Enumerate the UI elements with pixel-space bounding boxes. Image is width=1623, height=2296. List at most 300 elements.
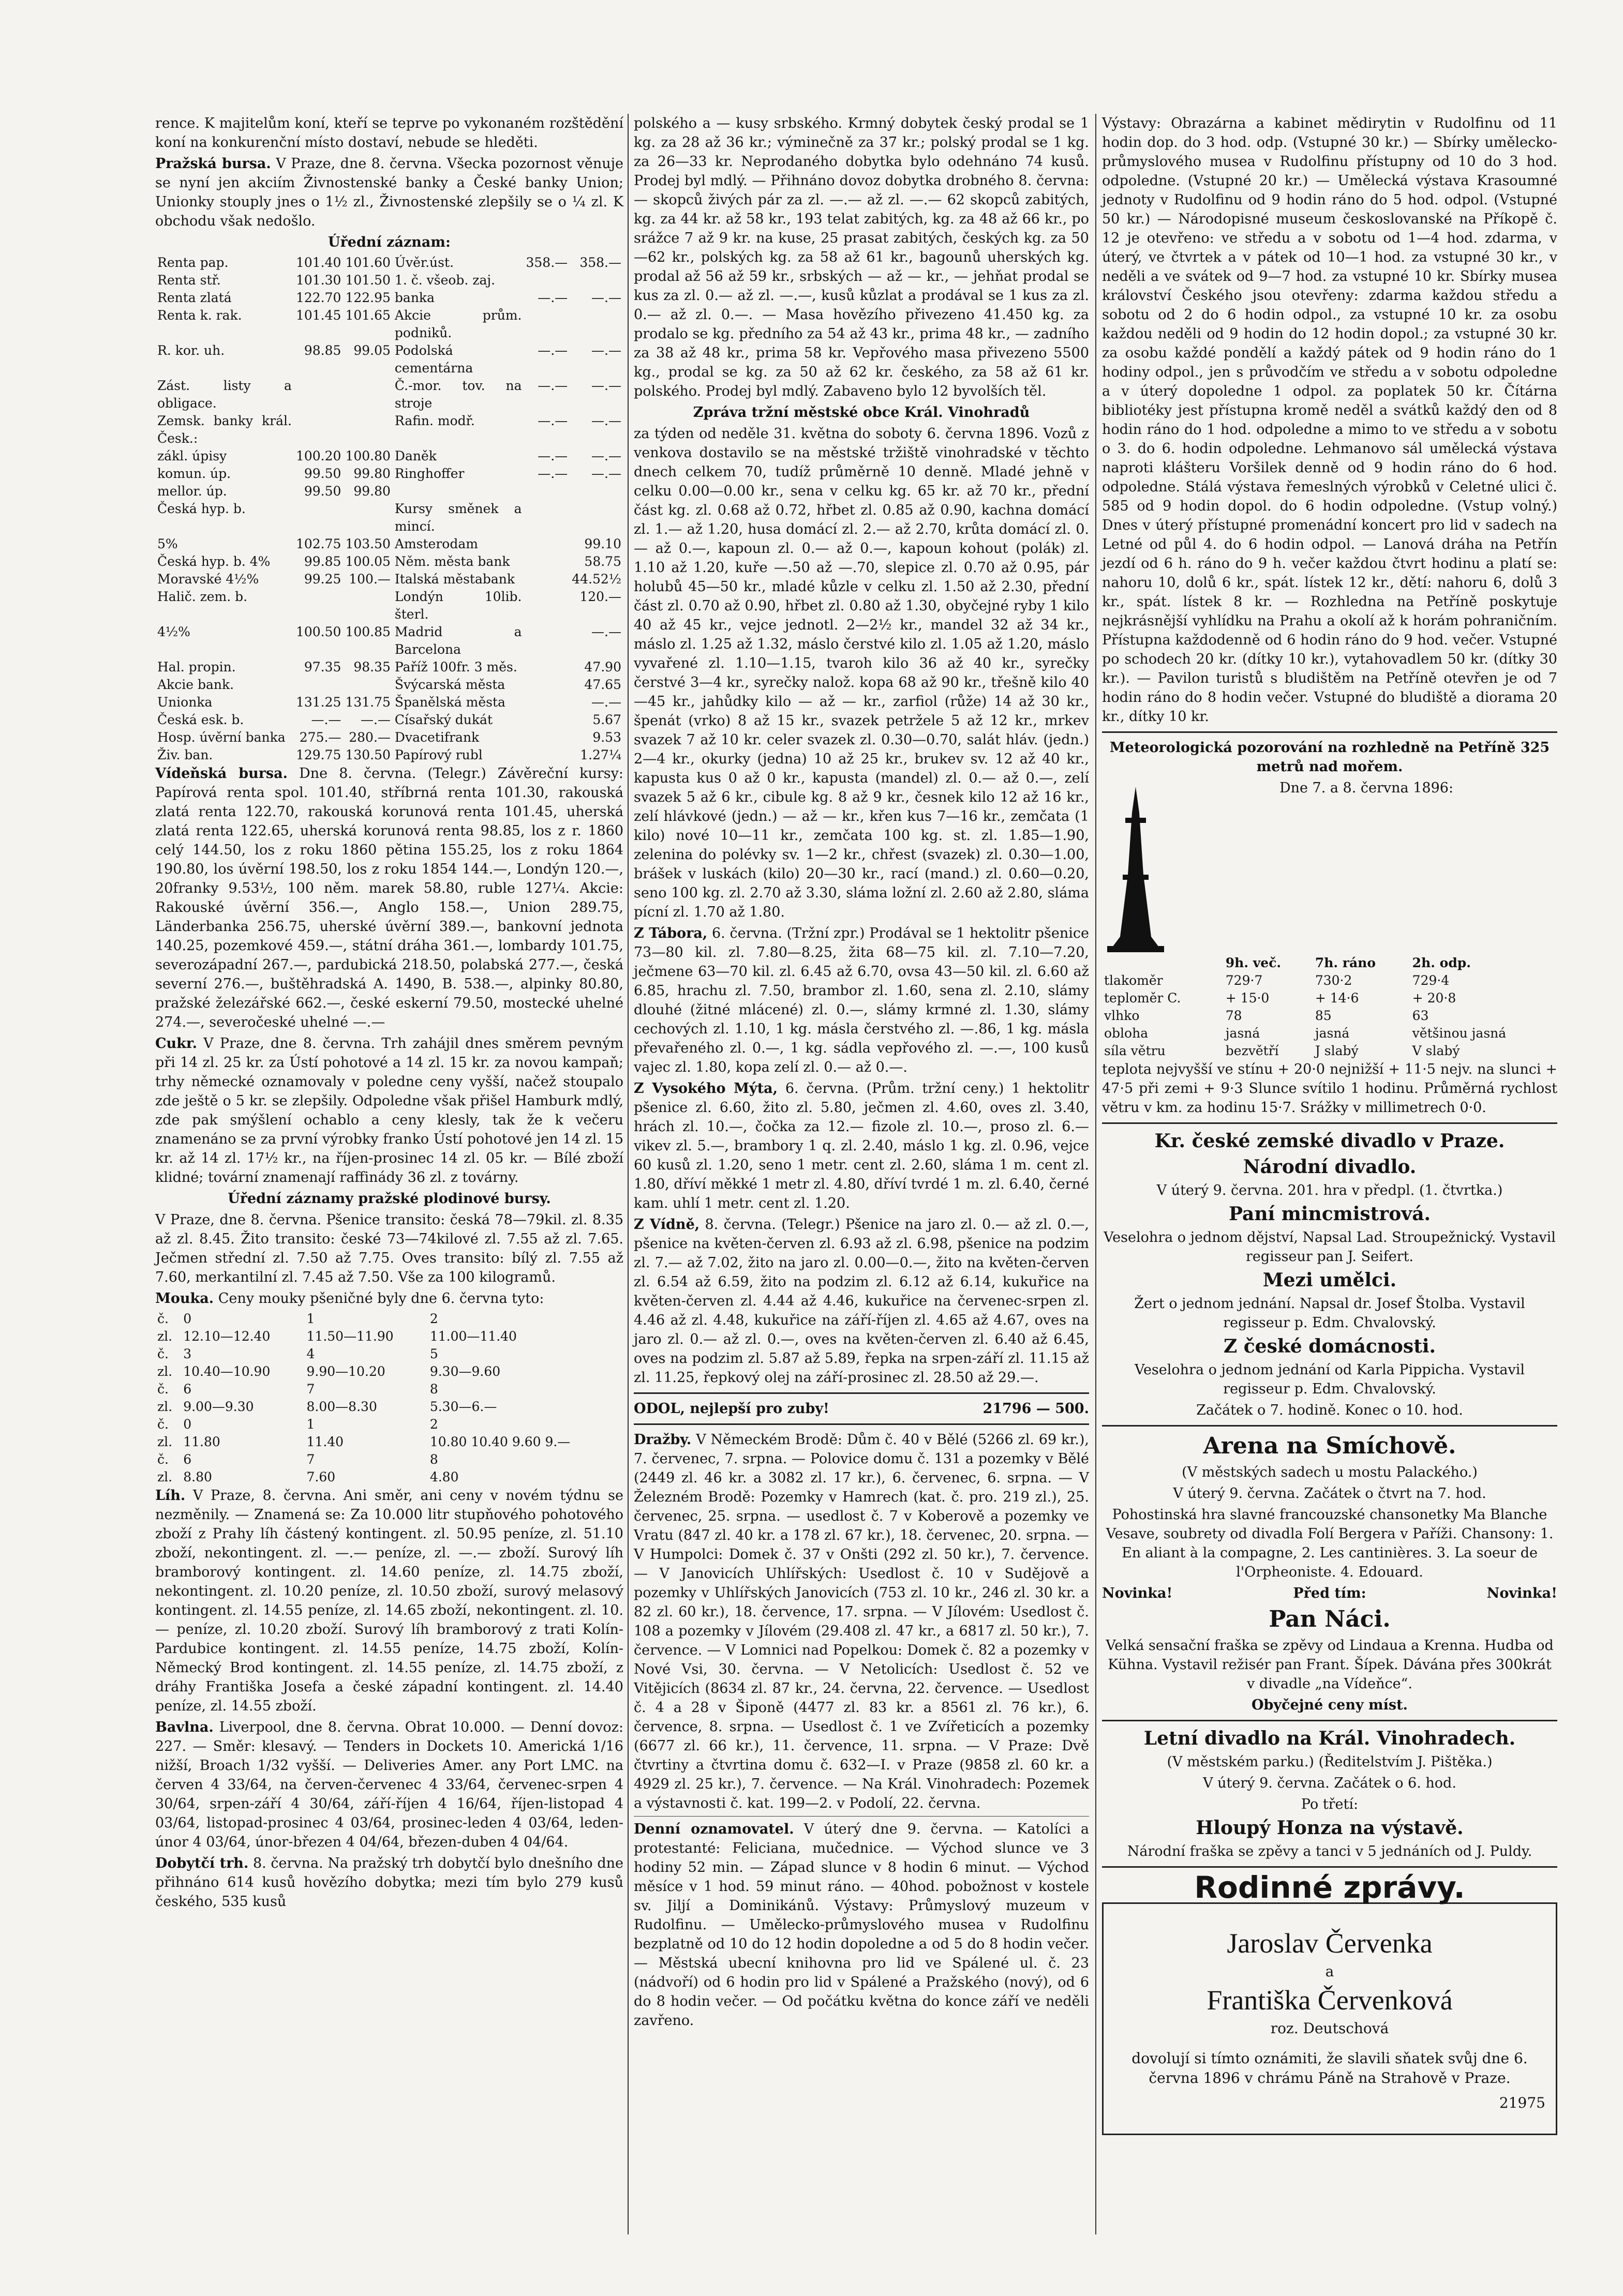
table-cell: 47.90 — [584, 659, 621, 674]
table-cell: č. — [157, 1311, 169, 1326]
table-cell: 63 — [1412, 1008, 1429, 1023]
summer-date: V úterý 9. června. Začátek o 6. hod. — [1203, 1775, 1456, 1791]
table-cell: Italská městabank — [394, 572, 515, 587]
intro-text: rence. K majitelům koní, kteří se teprve po vykonaném rozštědění koní na konkurenční místo dostaví, nebude se hleděti. — [155, 115, 623, 151]
table-cell: 99.50 — [304, 484, 341, 499]
official-row — [155, 272, 623, 289]
table-cell: Podolská cementárna — [394, 343, 473, 376]
table-cell: 97.35 — [304, 659, 341, 674]
wedding-notice — [1102, 1902, 1557, 2135]
arena-before-row — [1102, 1584, 1557, 1603]
table-cell: Hosp. úvěrní banka — [157, 730, 286, 745]
official-row — [155, 289, 623, 307]
divider — [1102, 731, 1557, 733]
table-cell: Dvacetifrank — [394, 730, 480, 745]
grain-text: V Praze, dne 8. června. Pšenice transito: česká 78—79kil. zl. 8.35 až zl. 8.45. Žito transito: české 73—74kilové zl. 7.55 až zl. 7.65. Ječmen střední zl. 7.50 až 7.75. Oves transito: bílý zl. 7.55 až 7.60, merkantilní zl. 7.45 až 7.50. Vše za 100 kilogramů. — [155, 1212, 623, 1285]
flour-text: Ceny mouky pšeničné byly dne 6. června tyto: — [218, 1290, 544, 1307]
meteo-row — [1102, 1042, 1557, 1060]
table-cell: 58.75 — [584, 554, 621, 569]
column-rule — [1095, 114, 1096, 2234]
table-cell: 78 — [1225, 1008, 1242, 1023]
table-cell: Kursy směnek a mincí. — [394, 501, 522, 534]
table-cell: —.— — [591, 290, 621, 305]
notice-text: dovolují si tímto oznámiti, že slavili sňatek svůj dne 6. června 1896 v chrámu Páně na Strahově v Praze. — [1131, 2050, 1528, 2087]
table-cell: 122.95 — [345, 290, 391, 305]
arena-before: Před tím: — [1293, 1585, 1366, 1601]
table-cell — [343, 377, 392, 412]
meteo-title: Meteorologická pozorování na rozhledně na Petříně 325 metrů nad mořem. — [1109, 740, 1550, 775]
table-cell: Renta pap. — [157, 255, 229, 270]
table-cell: 9.30—9.60 — [429, 1364, 501, 1379]
play1-text: Veselohra o jednom dějství, Napsal Lad. Stroupežnický. Vystavil regisseur pan J. Seifert. — [1104, 1229, 1556, 1265]
table-cell: teploměr C. — [1104, 991, 1181, 1006]
table-cell: mellor. úp. — [157, 484, 227, 499]
official-row — [155, 500, 623, 535]
divider — [634, 1392, 1089, 1394]
table-cell: bezvětří — [1225, 1043, 1279, 1058]
table-cell: vlhko — [1104, 1008, 1140, 1023]
table-cell: Rafin. modř. — [394, 413, 475, 428]
market-text: za týden od neděle 31. května do soboty 6. června 1896. Vozů z venkova dostavilo se na městské tržiště vinohradské v těchto dnech celkem 70, tudíž průměrně 10 denně. Mladé jehně v celku 0.00—0.00 kr., sena v celku kg. 65 kr. až 70 kr., přední část kg. zl. 0.68 až 0.72, hřbet zl. 0.85 až 0.90, kachna domácí zl. 1.— až 1.20, husa domácí zl. 2.— až 2.70, krůta domácí zl. 0.— až 0.—, kapoun zl. 0.— až 0.—, kapoun kohout (polák) zl. 1.10 až 1.20, kuře —.50 až —.70, slepice zl. 0.70 až 0.95, pár holubů 45—50 kr., mladé kůzle v celku zl. 1.50 až 2.30, přední část zl. 0.70 až 0.90, hřbet zl. 0.80 až 1.30, obyčejné ryby 1 kilo 40 až 45 kr., vejce jednotl. 2—2½ kr., mandel 32 až 34 kr., máslo zl. 1.25 až 1.32, máslo čerstvé kilo zl. 1.05 až 1.20, máslo vyvařené zl. 1.10—1.15, tvaroh kilo 36 až 40 kr., syrečky čerstvé 3—4 kr., syrečky nalož. kopa 68 až 90 kr., třešně kilo 40—45 kr., jahůdky kilo — až — kr., zarfiol (růže) 14 až 30 kr., špenát (vrko) 8 až 15 kr., svazek petržele 5 až 12 kr., mrkev svazek 7 až 10 kr. celer svazek zl. 0.30—0.70, salát hláv. (jedn.) 2—4 kr., okurky (jedna) 10 až 25 kr., brukev sv. 12 až 40 kr., kapusta kus 0 až 0 kr., kapusta (mandel) zl. 0.— až 0.—, zelí svazek 5 až 6 kr., cibule kg. 8 až 9 kr., česnek kilo 12 až 16 kr., zelí hlávkové (jedn.) — až — kr., křen kus 7—16 kr., zemčata (1 kilo) nové 10—11 kr., zemčata 100 kg. st. zl. 1.85—1.90, zelenina do polévky sv. 1—2 kr., chřest (svazek) zl. 0.30—1.00, brášek v luskách (kilo) 20—30 kr., rací (mand.) zl. 0.60—0.20, seno 100 kg. zl. 2.70 až 3.30, sláma ložní zl. 2.60 až 2.80, sláma pícní zl. 1.70 až 1.80. — [634, 426, 1089, 920]
meteo-header-cell: 7h. ráno — [1315, 955, 1376, 970]
official-row — [155, 535, 623, 553]
table-cell: 4½% — [157, 624, 190, 639]
table-cell — [524, 500, 570, 535]
auctions-text: V Německém Brodě: Dům č. 40 v Bělé (5266 zl. 69 kr.), 7. červenec, 7. srpna. — Polovice domu č. 131 a pozemky v Bělé (2449 zl. 46 kr. a 3082 zl. 17 kr.), 6. červenec, 6. srpna. — V Železném Brodě: Pozemky v Hamrech (kat. č. pro. 219 zl.), 25. červenec, 25. srpna. — usedlost č. 7 v Koberově a pozemky ve Vratu (847 zl. 40 kr. a 178 zl. 67 kr.), 18. červenec, 20. srpna. — V Humpolci: Domek č. 37 v Onšti (292 zl. 50 kr.), 7. července. — V Janovicích Uhlířských: Usedlost č. 10 v Sudějově a pozemky v Uhlířských Janovicích (753 zl. 10 kr., 246 zl. 30 kr. a 82 zl. 60 kr.), 18. července, 17. srpna. — V Jílovém: Usedlost č. 108 a pozemky v Jílovém (29.408 zl. 47 kr., a 6817 zl. 50 kr.), 7. července. — V Lomnici nad Popelkou: Domek č. 82 a pozemky v Nové Vsi, 30. června. — V Netolicích: Usedlost č. 52 ve Vitějicích (8634 zl. 87 kr., 24. června, 22. července. — Usedlost č. 4 a 28 v Šiponě (4477 zl. 83 kr. a 8561 zl. 76 kr.), 6. července, 8. srpna. — Usedlost č. 1 ve Zvířeticích a pozemky (6677 zl. 66 kr.), 11. července, 11. srpna. — V Praze: Dvě čtvrtiny a čtvrtina domu č. 632—I. v Praze (9858 zl. 60 kr. a 4929 zl. 25 kr.), 7. července. — Na Král. Vinohradech: Pozemek a výstavnosti č. kat. 199—2. v Podolí, 22. června. — [634, 1432, 1089, 1811]
divider — [1102, 1122, 1557, 1124]
divider — [634, 1816, 1089, 1817]
table-cell — [294, 588, 343, 623]
summer-title: Letní divadlo na Král. Vinohradech. — [1143, 1728, 1516, 1749]
table-cell: 7 — [306, 1452, 315, 1467]
table-cell: 12.10—12.40 — [183, 1329, 271, 1344]
table-cell: —.— — [538, 466, 568, 481]
table-cell: komun. úp. — [157, 466, 231, 481]
table-cell: 11.00—11.40 — [429, 1329, 517, 1344]
table-cell: Česká hyp. b. — [157, 501, 246, 516]
family-news-title: Rodinné zprávy. — [1194, 1870, 1465, 1905]
column-2 — [634, 114, 1089, 2032]
official-row — [155, 658, 623, 676]
flour-title: Mouka. — [155, 1290, 214, 1307]
table-cell: 101.65 — [345, 308, 391, 323]
spirit-title: Líh. — [155, 1488, 186, 1504]
table-cell: Halič. zem. b. — [157, 589, 248, 604]
table-cell — [524, 483, 570, 500]
table-cell: 8.80 — [183, 1469, 212, 1484]
sugar-text: V Praze, dne 8. června. Trh zahájil dnes směrem pevným při 14 zl. 25 kr. za Ústí pohotové a 14 zl. 15 kr. za novou kampaň; trhy německé oznamovaly v poledne ceny vyšší, načež stoupalo zde ještě o 5 kr. se zlepšily. Odpoledne však přišel Hamburk mdlý, zde pak smýšlení ochablo a ceny klesly, tak že k večeru znamenáno se za první výrobky franko Ústí pohotové jen 14 zl. 15 kr. až 14 zl. 17½ kr., na říjen-prosinec 14 zl. 05 kr. — Bílé zboží klidné; tovární znamenají raffinády 36 zl. z továrny. — [155, 1036, 623, 1185]
table-cell: 99.85 — [304, 554, 341, 569]
petrin-tower-icon — [1102, 782, 1169, 952]
table-cell: 101.40 — [295, 255, 341, 270]
myto-title: Z Vysokého Mýta, — [634, 1081, 778, 1097]
arena-play-title: Pan Náci. — [1269, 1606, 1391, 1632]
official-row — [155, 588, 623, 623]
meteo-header-cell: 2h. odp. — [1412, 955, 1471, 970]
table-cell: 10.40—10.90 — [183, 1364, 271, 1379]
table-cell: Císařský dukát — [394, 712, 493, 727]
table-cell: —.— — [538, 448, 568, 463]
table-cell: 6 — [183, 1452, 192, 1467]
official-row — [155, 676, 623, 694]
meteo-header-cell — [1102, 954, 1224, 972]
table-cell: Amsterodam — [394, 536, 478, 551]
table-cell: Akcie prům. podniků. — [394, 308, 522, 340]
meteo-extra: teplota nejvyšší ve stínu + 20·0 nejnižší + 11·5 nejv. na slunci + 47·5 při zemi + 9·3 Slunce svítilo 1 hodinu. Průměrná rychlost větru v km. za hodinu 15·7. Srážky v millimetrech 0·0. — [1102, 1061, 1557, 1116]
table-cell: 0 — [183, 1417, 192, 1432]
table-cell: 98.85 — [304, 343, 341, 358]
divider — [634, 1423, 1089, 1425]
table-cell: —.— — [311, 712, 341, 727]
table-cell: 1 — [306, 1311, 315, 1326]
table-cell — [294, 676, 343, 694]
play1-title: Paní mincmistrová. — [1228, 1203, 1431, 1225]
sugar-title: Cukr. — [155, 1036, 197, 1052]
table-cell: většinou jasná — [1412, 1026, 1507, 1041]
official-row — [155, 254, 623, 272]
table-cell — [524, 553, 570, 571]
table-cell: 85 — [1315, 1008, 1332, 1023]
play3-title: Z české domácnosti. — [1223, 1335, 1436, 1357]
table-cell: Zást. listy a obligace. — [157, 378, 292, 411]
vienna-grain-title: Z Vídně, — [634, 1217, 700, 1233]
table-cell: + 20·8 — [1412, 991, 1456, 1006]
table-cell: 729·4 — [1412, 973, 1450, 988]
notice-number: 21975 — [1499, 2094, 1545, 2111]
flour-row — [155, 1433, 623, 1451]
exhibitions-text: Výstavy: Obrazárna a kabinet mědirytin v Rudolfinu od 11 hodin dop. do 3 hod. odp. (Vstupné 30 kr.) — Sbírky umělecko-průmyslového musea v Rudolfinu přístupny od 10 do 3 hod. odpoledne. (Vstupné 20 kr.) — Umělecká výstava Krasoumné jednoty v Rudolfinu od 9 hodin ráno do 5 hod. odpol. (Vstupné 50 kr.) — Národopisné museum českoslovanské na Příkopě č. 12 je otevřeno: ve středu a v sobotu od 1—4 hod. zdarma, v úterý, ve čtvrtek a v pátek od 10—1 hod. za vstupné 30 kr., v neděli a ve svátek od 9—7 hod. za vstupné 10 kr. Sbírky musea království Českého jsou otevřeny: zdarma každou středu a sobotu od 2 do 6 hodin odpol., za vstupné 10 kr. za osobu každou neděli od 9 hodin do 12 hodin dopol.; za vstupné 30 kr. za osobu každé pondělí a každý pátek od 9 hodin ráno do 1 hodiny odpol., jen s průvodčím ve středu a v sobotu odpoledne a v úterý dopoledne 1 odpol. za poplatek 50 kr. Čítárna bibliotéky jest přístupna kromě neděl a svátků každý den od 8 hodin ráno do 1 hod. odpoledne a mimo to ve středu a v sobotu o 3. do 6. hodin odpoledne. Lehmanovo sál umělecká výstava naproti klášteru Voršilek denně od 9 hodin ráno do 6 hod. odpoledne. Stálá výstava řemeslných výrobků v Celetné ulici č. 585 od 9 hodin dopol. do 6 hodin odpoledne. (Vstup volný.) Dnes v úterý přístupné promenádní koncert pro lid v sadech na Letné od půl 4. do 6 hodin odpol. — Lanová dráha na Petřín jezdí od 6 h. ráno do 9 h. večer každou čtvrt hodinu a platí se: nahoru 10, dolů 6 kr., spát. lístek 12 kr., dětí: nahoru 6, dolů 3 kr., spát. lístek 8 kr. — Rozhledna na Petříně poskytuje nejkrásnější vyhlídku na Prahu a okolí až k horám pohraničním. Přístupna každodenně od 6 hodin ráno do 9 hod. večer. Vstupné po schodech 20 kr. (dítky 10 kr.), vytahovadlem 50 kr. (dítky 30 kr.). — Pavilon turistů s bludištěm na Petříně otevřen je od 7 hodin ráno do 8 hodin večer. Vstupné do bludiště a diorama 20 kr., dítky 10 kr. — [1102, 115, 1557, 725]
flour-table — [155, 1310, 623, 1486]
official-row — [155, 571, 623, 588]
table-cell: 1.27¼ — [580, 747, 621, 762]
novinka-right: Novinka! — [1486, 1585, 1557, 1601]
table-cell: 5.30—6.— — [429, 1399, 497, 1414]
odol-number: 21796 — 500. — [982, 1401, 1089, 1417]
official-row — [155, 447, 623, 465]
table-cell: 129.75 — [295, 747, 341, 762]
table-cell: 280.— — [349, 730, 391, 745]
theatre-title: Kr. české zemské divadlo v Praze. — [1154, 1130, 1505, 1152]
grain-title: Úřední záznamy pražské plodinové bursy. — [228, 1191, 551, 1207]
table-cell: 5.67 — [592, 712, 621, 727]
divider — [1102, 1866, 1557, 1868]
table-cell: —.— — [591, 695, 621, 710]
table-cell — [393, 483, 524, 500]
table-cell: Č.-mor. tov. na stroje — [394, 378, 522, 411]
table-cell: zl. — [157, 1364, 173, 1379]
odol-ad — [634, 1399, 1089, 1418]
table-cell: síla větru — [1104, 1043, 1166, 1058]
table-cell: 99.80 — [353, 484, 391, 499]
table-cell: zl. — [157, 1434, 173, 1449]
table-cell — [570, 272, 623, 289]
official-row — [155, 623, 623, 658]
cattle-continued: polského a — kusy srbského. Krmný dobytek český prodal se 1 kg. za 28 až 36 kr.; výminečně za 37 kr.; polský prodal se 1 kg. za 26—33 kr. Neprodaného dobytka bylo odehnáno 74 kusů. Prodej byl mdlý. — Přihnáno dovoz dobytka drobného 8. června: — skopců živých pár za zl. —.— až zl. —.— 62 skopců zabitých, kg. za 44 kr. až 58 kr., 193 telat zabitých, kg. za 48 až 66 kr., po srážce 7 až 9 kr. na kuse, 25 prasat zabitých, českých kg. za 50—62 kr., polských kg. za 58 až 61 kr., bagounů uherských kg. prodal až 56 až 59 kr., srbských — až — kr., — jehňat prodal se kus za zl. 0.— až zl. —.—, kusů kůzlat a prodával se 1 kus za zl. 0.— až zl. 0.—. — Masa hovězího přivezeno 41.450 kg. za prodalo se kg. předního za 54 až 43 kr., prima 48 kr., — zadního za 38 až 48 kr., prima 58 kr. Vepřového masa přivezeno 5500 kg., prodal se kg. za 50 až 62 kr. českého, za 58 až 61 kr. polského. Prodej byl mdlý. Zabaveno bylo 12 byvolších těl. — [634, 115, 1089, 399]
table-cell: —.— — [538, 378, 568, 393]
table-cell — [524, 658, 570, 676]
table-cell: 100.20 — [295, 448, 341, 463]
play2-text: Žert o jednom jednání. Napsal dr. Josef Štolba. Vystavil regisseur p. Edm. Chvalovský. — [1134, 1296, 1525, 1331]
table-cell: 10.80 10.40 9.60 9.— — [429, 1434, 571, 1449]
table-cell — [524, 272, 570, 289]
tabor-text: 6. června. (Tržní zpr.) Prodával se 1 hektolitr pšenice 73—80 kil. zl. 7.80—8.25, žita 68—75 kil. zl. 7.10—7.20, ječmene 63—70 kil. zl. 6.45 až 6.70, ovsa 43—50 kil. zl. 6.60 až 6.85, hrachu zl. 7.50, brambor zl. 1.60, sena zl. 2.10, slámy dlouhé (žitné mlácené) zl. 0.—, slámy krmné zl. 1.30, slámy cechových zl. 1.10, 1 kg. másla čerstvého zl. —.86, 1 kg. másla převařeného zl. 0.—, 1 kg. sádla vepřového zl. —.—, 100 kusů vajec zl. 1.80, kopa zelí zl. 0.— až 0.—. — [634, 925, 1089, 1075]
table-cell: 100.50 — [295, 624, 341, 639]
table-cell: 100.85 — [345, 624, 391, 639]
arena-subtitle: (V městských sadech u mostu Palackého.) — [1182, 1464, 1478, 1480]
official-row — [155, 553, 623, 571]
table-cell: Daněk — [394, 448, 437, 463]
table-cell: Hal. propin. — [157, 659, 236, 674]
table-cell: Španělská města — [394, 695, 505, 710]
table-cell — [524, 746, 570, 764]
table-cell: č. — [157, 1452, 169, 1467]
table-cell — [343, 676, 392, 694]
meteo-date: Dne 7. a 8. června 1896: — [1279, 780, 1454, 796]
table-cell — [343, 412, 392, 447]
table-cell: Renta zlatá — [157, 290, 232, 305]
table-cell: 9.53 — [592, 730, 621, 745]
table-cell: 5% — [157, 536, 178, 551]
table-cell: —.— — [591, 624, 621, 639]
table-cell — [524, 535, 570, 553]
table-cell: 122.70 — [295, 290, 341, 305]
table-cell — [524, 588, 570, 623]
table-cell: č. — [157, 1382, 169, 1397]
official-table — [155, 254, 623, 764]
myto-text: 6. června. (Prům. tržní ceny.) 1 hektolitr pšenice zl. 6.60, žito zl. 5.80, ječmen zl. 4.60, oves zl. 3.40, hrách zl. 10.—, čočka za 12.— fizole zl. 10.—, proso zl. 6.— vikev zl. 5.—, brambory 1 q. zl. 2.40, máslo 1 kg. zl. 0.96, vejce 60 kusů zl. 1.20, seno 1 metr. cent zl. 2.60, sláma 1 m. cent zl. 1.80, dříví měkké 1 metr zl. 4.80, dříví tvrdé 1 m. zl. 6.40, černé kam. uhlí 1 metr. cent zl. 1.20. — [634, 1081, 1089, 1211]
odol-text: ODOL, nejlepší pro zuby! — [634, 1401, 829, 1417]
table-cell: —.— — [591, 413, 621, 428]
table-cell: Úvěr.úst. — [394, 255, 454, 270]
table-cell: 100.80 — [345, 448, 391, 463]
official-row — [155, 711, 623, 729]
arena-text: Pohostinská hra slavné francouzské chansonetky Ma Blanche Vesave, soubrety od divadla Folí Bergera v Paříži. Chansony: 1. En aliant à la compagne, 2. Les cantinières. 3. La soeur de l'Orpheoniste. 4. Edouard. — [1106, 1507, 1554, 1580]
table-cell: 7 — [306, 1382, 315, 1397]
table-cell: 99.10 — [584, 536, 621, 551]
table-cell: Unionka — [157, 695, 213, 710]
table-cell: Madrid a Barcelona — [394, 624, 522, 657]
flour-row — [155, 1451, 623, 1468]
table-cell: 2 — [429, 1311, 438, 1326]
table-cell: č. — [157, 1346, 169, 1361]
table-cell: Paříž 100fr. 3 měs. — [394, 659, 517, 674]
table-cell: Živ. ban. — [157, 747, 213, 762]
table-cell: 8 — [429, 1452, 438, 1467]
table-cell: 5 — [429, 1346, 438, 1361]
flour-row — [155, 1345, 623, 1363]
table-cell: 9.00—9.30 — [183, 1399, 254, 1414]
table-cell: zl. — [157, 1329, 173, 1344]
official-row — [155, 694, 623, 711]
table-cell: 730·2 — [1315, 973, 1352, 988]
table-cell — [524, 694, 570, 711]
table-cell — [343, 588, 392, 623]
table-cell: + 15·0 — [1225, 991, 1270, 1006]
arena-prices: Obyčejné ceny míst. — [1252, 1697, 1408, 1713]
cattle-text: 8. června. Na pražský trh dobytčí bylo dnešního dne přihnáno 614 kusů hovězího dobytka; mezi tím bylo 279 kusů českého, 535 kusů — [155, 1855, 623, 1910]
table-cell — [570, 307, 623, 342]
table-cell: 101.45 — [295, 308, 341, 323]
table-cell: 44.52½ — [572, 572, 621, 587]
column-3 — [1102, 114, 1557, 2135]
market-title: Zpráva tržní městské obce Král. Vinohradů — [693, 404, 1030, 421]
table-cell — [294, 377, 343, 412]
official-row — [155, 746, 623, 764]
table-cell: —.— — [591, 448, 621, 463]
official-row — [155, 483, 623, 500]
table-cell: V slabý — [1412, 1043, 1460, 1058]
narodni-date: V úterý 9. června. 201. hra v předpl. (1. čtvrtka.) — [1156, 1182, 1503, 1198]
arena-date: V úterý 9. června. Začátek o čtvrt na 7. hod. — [1173, 1485, 1486, 1502]
spirit-text: V Praze, 8. června. Ani směr, ani ceny v novém týdnu se nezměnily. — Znamená se: Za 10.000 litr stupňového pohotového zboží z Prahy líh částený kontingent. zl. 50.95 peníze, zl. 51.10 zboží, nekontingent. zl. —.— peníze, zl. —.— zboží. Surový líh bramborový kontingent. zl. 14.60 peníze, zl. 14.75 zboží, nekontingent. zl. 10.20 peníze, zl. 10.50 zboží, surový melasový kontingent. zl. 14.55 peníze, zl. 14.65 zboží, nekontingent. zl. 10.— peníze, zl. 10.20 zboží. Surový líh bramborový z trati Kolín-Pardubice kontingent. zl. 14.55 peníze, 14.75 zboží, Kolín-Německý Brod kontingent. zl. 14.55 peníze, zl. 14.75 zboží, z dráhy Františka Josefa a české západní kontingent. zl. 14.40 peníze, zl. 14.55 zboží. — [155, 1488, 623, 1714]
table-cell: 3 — [183, 1346, 192, 1361]
arena-title: Arena na Smíchově. — [1203, 1433, 1456, 1459]
table-cell: 98.35 — [353, 659, 391, 674]
table-cell: Česká esk. b. — [157, 712, 244, 727]
table-cell: 131.25 — [295, 695, 341, 710]
table-cell: 101.30 — [295, 273, 341, 288]
table-cell: J slabý — [1315, 1043, 1359, 1058]
table-cell: —.— — [538, 290, 568, 305]
table-cell: Akcie bank. — [157, 677, 234, 692]
table-cell: Londýn 10lib. šterl. — [394, 589, 522, 622]
auctions-title: Dražby. — [634, 1432, 692, 1448]
flour-row — [155, 1416, 623, 1433]
meteo-row — [1102, 972, 1557, 989]
tabor-title: Z Tábora, — [634, 925, 708, 941]
table-cell: č. — [157, 1417, 169, 1432]
table-cell: 9.90—10.20 — [306, 1364, 385, 1379]
official-row — [155, 307, 623, 342]
flour-row — [155, 1363, 623, 1380]
table-cell: —.— — [591, 466, 621, 481]
table-cell: 99.50 — [304, 466, 341, 481]
table-cell — [570, 483, 623, 500]
table-cell: 130.50 — [345, 747, 391, 762]
table-cell: 0 — [183, 1311, 192, 1326]
table-cell: Ringhoffer — [394, 466, 465, 481]
table-cell — [524, 676, 570, 694]
table-cell: 11.50—11.90 — [306, 1329, 394, 1344]
table-cell: 99.05 — [353, 343, 391, 358]
table-cell: 47.65 — [584, 677, 621, 692]
table-cell: 4 — [306, 1346, 315, 1361]
table-cell: 1 — [306, 1417, 315, 1432]
flour-row — [155, 1398, 623, 1416]
official-row — [155, 412, 623, 447]
divider — [1102, 1720, 1557, 1721]
cotton-text: Liverpool, dne 8. června. Obrat 10.000. — Denní dovoz: 227. — Směr: klesavý. — Tenders in Dockets 10. Americká 1/16 nižší, Broach 1/32 vyšší. — Deliveries Amer. any Port LMC. na červen 4 33/64, na červen-červenec 4 33/64, červenec-srpen 4 30/64, srpen-září 4 30/64, září-říjen 4 16/64, říjen-listopad 4 03/64, listopad-prosinec 4 03/64, prosinec-leden 4 03/64, leden-únor 4 03/64, únor-březen 4 04/64, březen-duben 4 04/64. — [155, 1719, 623, 1850]
table-cell: 101.50 — [345, 273, 391, 288]
table-cell: 11.80 — [183, 1434, 220, 1449]
arena-play-text: Velká sensační fraška se zpěvy od Lindaua a Krenna. Hudba od Kühna. Vystavil režisér pan Frant. Šípek. Dávána přes 300krát v divadle „na Vídeňce“. — [1106, 1638, 1554, 1692]
bride-name: Františka Červenková — [1207, 1985, 1453, 2016]
official-row — [155, 729, 623, 746]
meteo-header-cell: 9h. več. — [1225, 955, 1282, 970]
calendar-title: Denní oznamovatel. — [634, 1821, 794, 1837]
table-cell: —.— — [360, 712, 391, 727]
flour-row — [155, 1468, 623, 1486]
table-cell: 120.— — [579, 589, 621, 604]
official-row — [155, 377, 623, 412]
play2-title: Mezi umělci. — [1262, 1269, 1397, 1291]
table-cell: 729·7 — [1225, 973, 1263, 988]
column-rule — [628, 114, 629, 2234]
bride-maiden-name: roz. Deutschová — [1270, 2020, 1389, 2037]
table-cell: + 14·6 — [1315, 991, 1359, 1006]
table-cell: 100.05 — [345, 554, 391, 569]
table-cell: 100.— — [349, 572, 391, 587]
prague-bourse-text: V Praze, dne 8. června. Všecka pozornost věnuje se nyní jen akciím Živnostenské banky a České banky Union; Unionky stouply jnes o 1½ zl., Živnostenské zlepšily se o ¼ zl. K obchodu však nedošlo. — [155, 156, 623, 229]
table-cell: R. kor. uh. — [157, 343, 225, 358]
table-cell: Česká hyp. b. 4% — [157, 554, 271, 569]
summer-subtitle: (V městském parku.) (Ředitelstvím J. Pištěka.) — [1167, 1754, 1493, 1770]
flour-row — [155, 1310, 623, 1328]
table-cell: 103.50 — [345, 536, 391, 551]
official-row — [155, 465, 623, 483]
table-cell: 358.— — [526, 255, 568, 270]
table-cell: 2 — [429, 1417, 438, 1432]
table-cell: 275.— — [299, 730, 341, 745]
table-cell — [294, 500, 343, 535]
prague-bourse-title: Pražská bursa. — [155, 156, 271, 172]
play3-text: Veselohra o jednom jednání od Karla Pippicha. Vystavil regisseur p. Edm. Chvalovský. — [1134, 1362, 1525, 1397]
narodni-title: Národní divadlo. — [1243, 1156, 1417, 1178]
table-cell: 102.75 — [295, 536, 341, 551]
table-cell — [343, 500, 392, 535]
table-cell: 358.— — [579, 255, 621, 270]
column-1 — [155, 114, 623, 1913]
official-row — [155, 342, 623, 377]
table-cell: —.— — [591, 343, 621, 358]
cattle-title: Dobytčí trh. — [155, 1855, 249, 1871]
flour-row — [155, 1328, 623, 1345]
table-cell — [524, 711, 570, 729]
table-cell: —.— — [538, 343, 568, 358]
table-cell — [524, 729, 570, 746]
table-cell: jasná — [1225, 1026, 1260, 1041]
table-cell: tlakoměr — [1104, 973, 1163, 988]
table-cell: 1. č. všeob. zaj. — [394, 273, 496, 288]
notice-and: a — [1325, 1963, 1334, 1980]
table-cell: 131.75 — [345, 695, 391, 710]
table-cell: 99.25 — [304, 572, 341, 587]
table-cell: 8 — [429, 1382, 438, 1397]
vienna-bourse-title: Vídeňská bursa. — [155, 766, 288, 782]
novinka-left: Novinka! — [1102, 1585, 1173, 1601]
summer-before: Po třetí: — [1301, 1796, 1359, 1812]
table-cell: Papírový rubl — [394, 747, 483, 762]
table-cell: Moravské 4½% — [157, 572, 259, 587]
divider — [1102, 1425, 1557, 1427]
table-cell — [524, 307, 570, 342]
summer-text: Národní fraška se zpěvy a tanci v 5 jednáních od J. Puldy. — [1127, 1843, 1532, 1859]
table-cell: —.— — [591, 378, 621, 393]
newspaper-page — [155, 114, 1557, 2234]
table-cell: Renta stř. — [157, 273, 221, 288]
meteo-row — [1102, 1025, 1557, 1042]
table-cell: 8.00—8.30 — [306, 1399, 377, 1414]
meteo-header-row — [1102, 954, 1557, 972]
vienna-bourse-text: Dne 8. června. (Telegr.) Závěreční kursy: Papírová renta spol. 101.40, stříbrná renta 101.30, rakouská zlatá renta 122.70, rakouská korunová renta 101.45, uherská zlatá renta 122.65, uherská korunová renta 98.85, los z r. 1860 celý 144.50, los z roku 1860 pětina 155.25, los z roku 1864 190.80, los úvěrní 198.50, los z roku 1854 144.—, Londýn 120.—, 20franky 9.53½, 100 něm. marek 58.80, ruble 127¼. Akcie: Rakouské úvěrní 356.—, Anglo 158.—, Union 289.75, Länderbanka 256.75, uherské úvěrní 389.—, bankovní jednota 140.25, pozemkové 459.—, státní dráha 361.—, lombardy 101.75, severozápadní 267.—, pardubická 218.50, polabská 277.—, česká severní 276.—, buštěhradská A. 1490, B. 538.—, alpinky 80.80, pražské železářské 662.—, české eskerní 79.50, mostecké uhelné 274.—, severočeské uhelné —.— — [155, 766, 623, 1030]
table-cell: Zemsk. banky král. Česk.: — [157, 413, 292, 446]
table-cell: 99.80 — [353, 466, 391, 481]
summer-play: Hloupý Honza na výstavě. — [1196, 1817, 1464, 1839]
table-cell — [524, 623, 570, 658]
table-cell: 101.60 — [345, 255, 391, 270]
table-cell: —.— — [538, 413, 568, 428]
table-cell — [570, 500, 623, 535]
